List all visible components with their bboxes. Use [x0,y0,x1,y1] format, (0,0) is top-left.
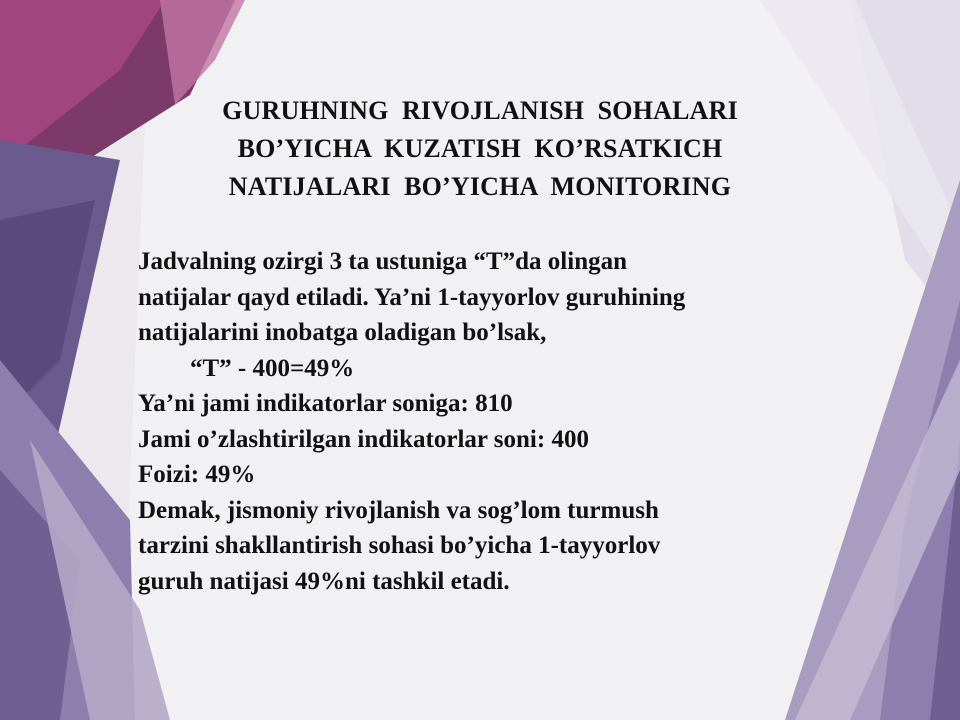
body-line-2: natijalar qayd etiladi. Ya’ni 1-tayyorlov guruhining [138,283,686,311]
body-line-1: Jadvalning ozirgi 3 ta ustuniga “T”da olingan [138,248,628,275]
total-indicators-line: Ya’ni jami indikatorlar soniga: 810 [138,390,513,417]
title-line-3: NATIJALARI BO’YICHA MONITORING [228,172,732,201]
slide-title [130,92,830,206]
body-line-3: natijalarini inobatga oladigan bo’lsak, [138,319,547,346]
conclusion-line-3: guruh natijasi 49%ni tashkil etadi. [138,567,510,595]
conclusion-line-1: Demak, jismoniy rivojlanish va sog’lom turmush [138,496,659,524]
percent-line: Foizi: 49% [138,461,256,488]
mastered-indicators-line: Jami o’zlashtirilgan indikatorlar soni: 400 [138,425,589,453]
conclusion-line-2: tarzini shakllantirish sohasi bo’yicha 1-tayyorlov [138,532,661,559]
title-line-2: BO’YICHA KUZATISH KO’RSATKICH [237,134,723,163]
title-line-1: GURUHNING RIVOJLANISH SOHALARI [222,96,738,125]
slide-body [138,244,838,599]
formula-line: “T” - 400=49% [190,354,355,382]
